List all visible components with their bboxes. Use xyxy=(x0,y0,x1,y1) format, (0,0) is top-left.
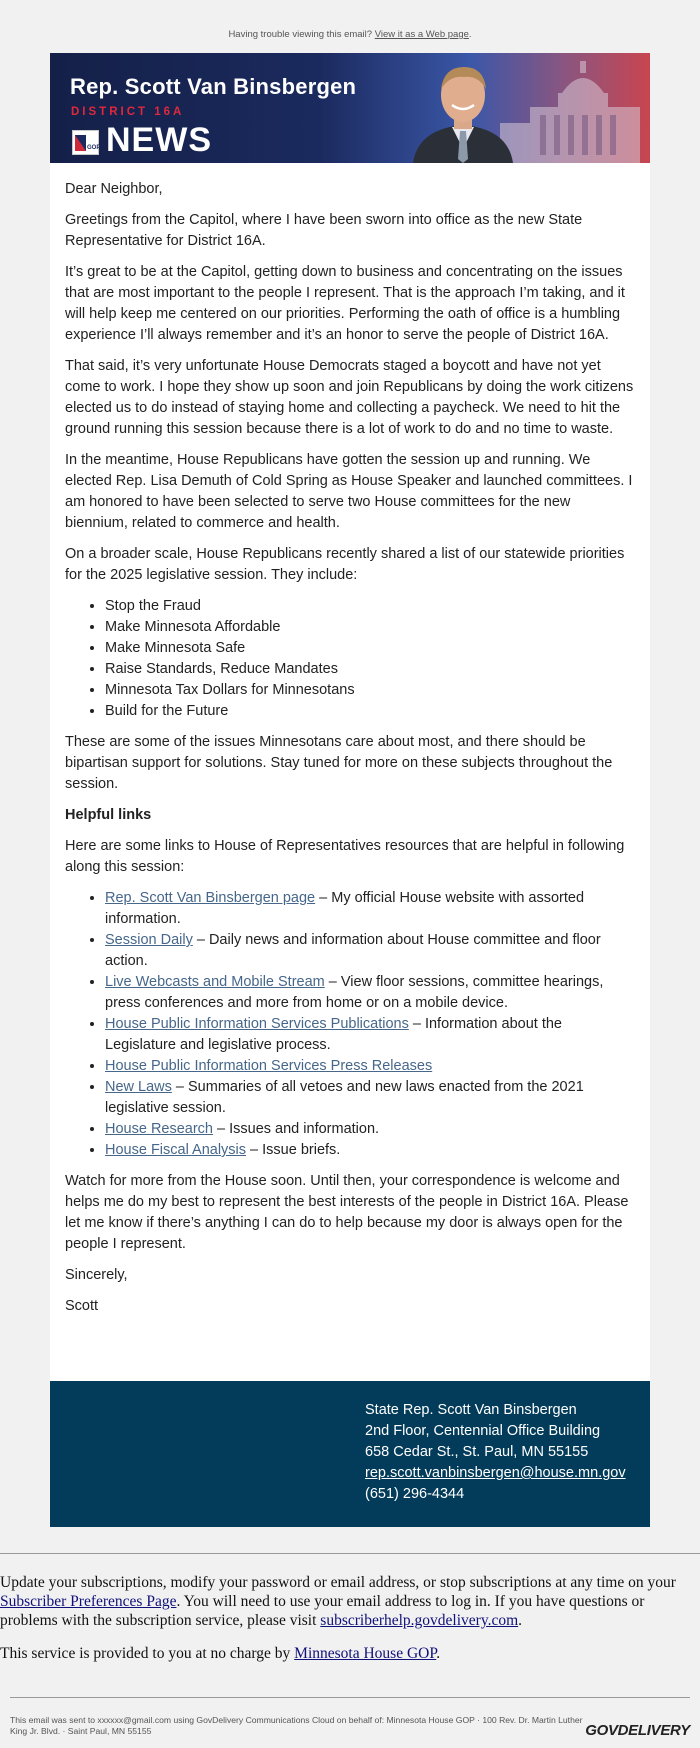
link-description: – Daily news and information about House committee and floor action. xyxy=(105,932,601,969)
gop-logo-icon xyxy=(72,130,99,155)
email-body xyxy=(50,53,650,1527)
link-description: – Summaries of all vetoes and new laws enacted from the 2021 legislative session. xyxy=(105,1079,584,1116)
fine-print: This email was sent to xxxxxx@gmail.com using GovDelivery Communications Cloud on behalf of: Minnesota House GOP · 100 Rev. Dr. Martin Luther King Jr. Blvd. · Saint Paul, MN 55155 xyxy=(10,1715,583,1736)
new-laws-link[interactable]: New Laws xyxy=(105,1079,172,1095)
banner-title: Rep. Scott Van Binsbergen xyxy=(70,74,357,99)
divider xyxy=(0,1553,700,1554)
divider xyxy=(10,1697,690,1698)
list-item: • Make Minnesota Safe xyxy=(105,638,635,659)
list-item xyxy=(105,888,635,930)
contact-address: 658 Cedar St., St. Paul, MN 55155 xyxy=(365,1444,589,1460)
list-item: • Stop the Fraud xyxy=(105,596,635,617)
list-item: • Raise Standards, Reduce Mandates xyxy=(105,659,635,680)
fiscal-analysis-link[interactable]: House Fiscal Analysis xyxy=(105,1142,247,1158)
paragraph: In the meantime, House Republicans have gotten the session up and running. We elected Rep. Lisa Demuth of Cold Spring as House Speaker and launched committees. I am honored to have been selected to serve two House committees for the new biennium, related to commerce and health. xyxy=(65,452,633,531)
subscription-info xyxy=(0,1573,700,1677)
list-item xyxy=(105,1119,635,1140)
press-releases-link[interactable]: House Public Information Services Press Releases xyxy=(105,1058,433,1074)
closing: Sincerely, xyxy=(65,1267,128,1283)
banner-district: DISTRICT 16A xyxy=(71,106,185,118)
paragraph: On a broader scale, House Republicans recently shared a list of our statewide priorities for the 2025 legislative session. They include: xyxy=(65,546,625,583)
subscription-text-part: . xyxy=(518,1612,523,1629)
contact-office: 2nd Floor, Centennial Office Building xyxy=(365,1423,601,1439)
web-view-suffix: . xyxy=(468,29,472,40)
link-description: – Issues and information. xyxy=(213,1121,380,1137)
live-webcasts-link[interactable]: Live Webcasts and Mobile Stream xyxy=(105,974,325,990)
header-banner xyxy=(50,53,650,163)
paragraph: These are some of the issues Minnesotans care about most, and there should be bipartisan support for solutions. Stay tuned for more on these subjects throughout the session. xyxy=(65,734,613,792)
list-item: • Make Minnesota Affordable xyxy=(105,617,635,638)
list-item xyxy=(105,972,635,1014)
list-item: • Build for the Future xyxy=(105,701,635,722)
gop-logo-text: GOP xyxy=(87,145,101,151)
contact-phone: (651) 296-4344 xyxy=(365,1486,465,1502)
list-item xyxy=(105,1056,635,1077)
web-view-link[interactable]: View it as a Web page xyxy=(374,29,469,40)
subscription-text xyxy=(0,1573,700,1630)
subscription-text-part: Update your subscriptions, modify your password or email address, or stop subscriptions at any time on your xyxy=(0,1574,676,1591)
signature: Scott xyxy=(65,1298,99,1314)
banner-news: NEWS xyxy=(106,121,212,159)
link-description: – My official House website with assorted information. xyxy=(105,890,585,927)
list-item xyxy=(105,1140,635,1161)
web-view-prefix: Having trouble viewing this email? xyxy=(228,29,373,40)
greeting: Dear Neighbor, xyxy=(65,181,163,197)
service-provider-text xyxy=(0,1644,700,1663)
contact-email-link[interactable]: rep.scott.vanbinsbergen@house.mn.gov xyxy=(365,1465,626,1481)
contact-name: State Rep. Scott Van Binsbergen xyxy=(365,1402,577,1418)
session-daily-link[interactable]: Session Daily xyxy=(105,932,193,948)
paragraph: It’s great to be at the Capitol, getting down to business and concentrating on the issues that are most important to the people I represent. That is the approach I’m taking, and it will help keep me centered on our priorities. Performing the oath of office is a humbling experience I’ll always remember and it’s an honor to serve the people of District 16A. xyxy=(65,264,625,343)
rep-page-link[interactable]: Rep. Scott Van Binsbergen page xyxy=(105,890,316,906)
paragraph: Here are some links to House of Representatives resources that are helpful in following along this session: xyxy=(65,838,625,875)
list-item xyxy=(105,930,635,972)
link-description: – Issue briefs. xyxy=(246,1142,341,1158)
subscriber-preferences-link[interactable]: Subscriber Preferences Page xyxy=(0,1593,177,1610)
minnesota-house-gop-link[interactable]: Minnesota House GOP xyxy=(294,1645,437,1662)
letter-content xyxy=(65,163,635,1327)
list-item xyxy=(105,1014,635,1056)
helpful-links-list xyxy=(65,888,635,1161)
service-text-part: . xyxy=(436,1645,441,1662)
representative-portrait xyxy=(408,59,518,163)
contact-footer xyxy=(50,1381,650,1527)
paragraph: That said, it’s very unfortunate House Democrats staged a boycott and have not yet come to work. I hope they show up soon and join Republicans by doing the work citizens elected us to do instead of staying home and collecting a paycheck. We need to hit the ground running this session because there is a lot of work to do and no time to waste. xyxy=(65,358,634,437)
link-description: – View floor sessions, committee hearings, press conferences and more from home or on a mobile device. xyxy=(105,974,604,1011)
paragraph: Greetings from the Capitol, where I have been sworn into office as the new State Representative for District 16A. xyxy=(65,212,583,249)
list-item xyxy=(105,1077,635,1119)
house-research-link[interactable]: House Research xyxy=(105,1121,213,1137)
service-text-part: This service is provided to you at no charge by xyxy=(0,1645,295,1662)
link-description: – Information about the Legislature and legislative process. xyxy=(105,1016,562,1053)
subscriber-help-link[interactable]: subscriberhelp.govdelivery.com xyxy=(320,1612,519,1629)
priorities-list xyxy=(65,596,635,722)
helpful-links-heading: Helpful links xyxy=(65,807,152,823)
govdelivery-logo[interactable]: GOVDELIVERY xyxy=(585,1722,690,1739)
list-item: • Minnesota Tax Dollars for Minnesotans xyxy=(105,680,635,701)
publications-link[interactable]: House Public Information Services Publications xyxy=(105,1016,409,1032)
web-view-note xyxy=(0,29,700,40)
paragraph: Watch for more from the House soon. Until then, your correspondence is welcome and helps me do my best to represent the best interests of the people in District 16A. Please let me know if there’s anything I can do to help because my door is always open for the people I represent. xyxy=(65,1173,629,1252)
subscription-text-part: . You will need to use your email address to log in. If you have questions or problems with the subscription service, please visit xyxy=(0,1593,645,1629)
